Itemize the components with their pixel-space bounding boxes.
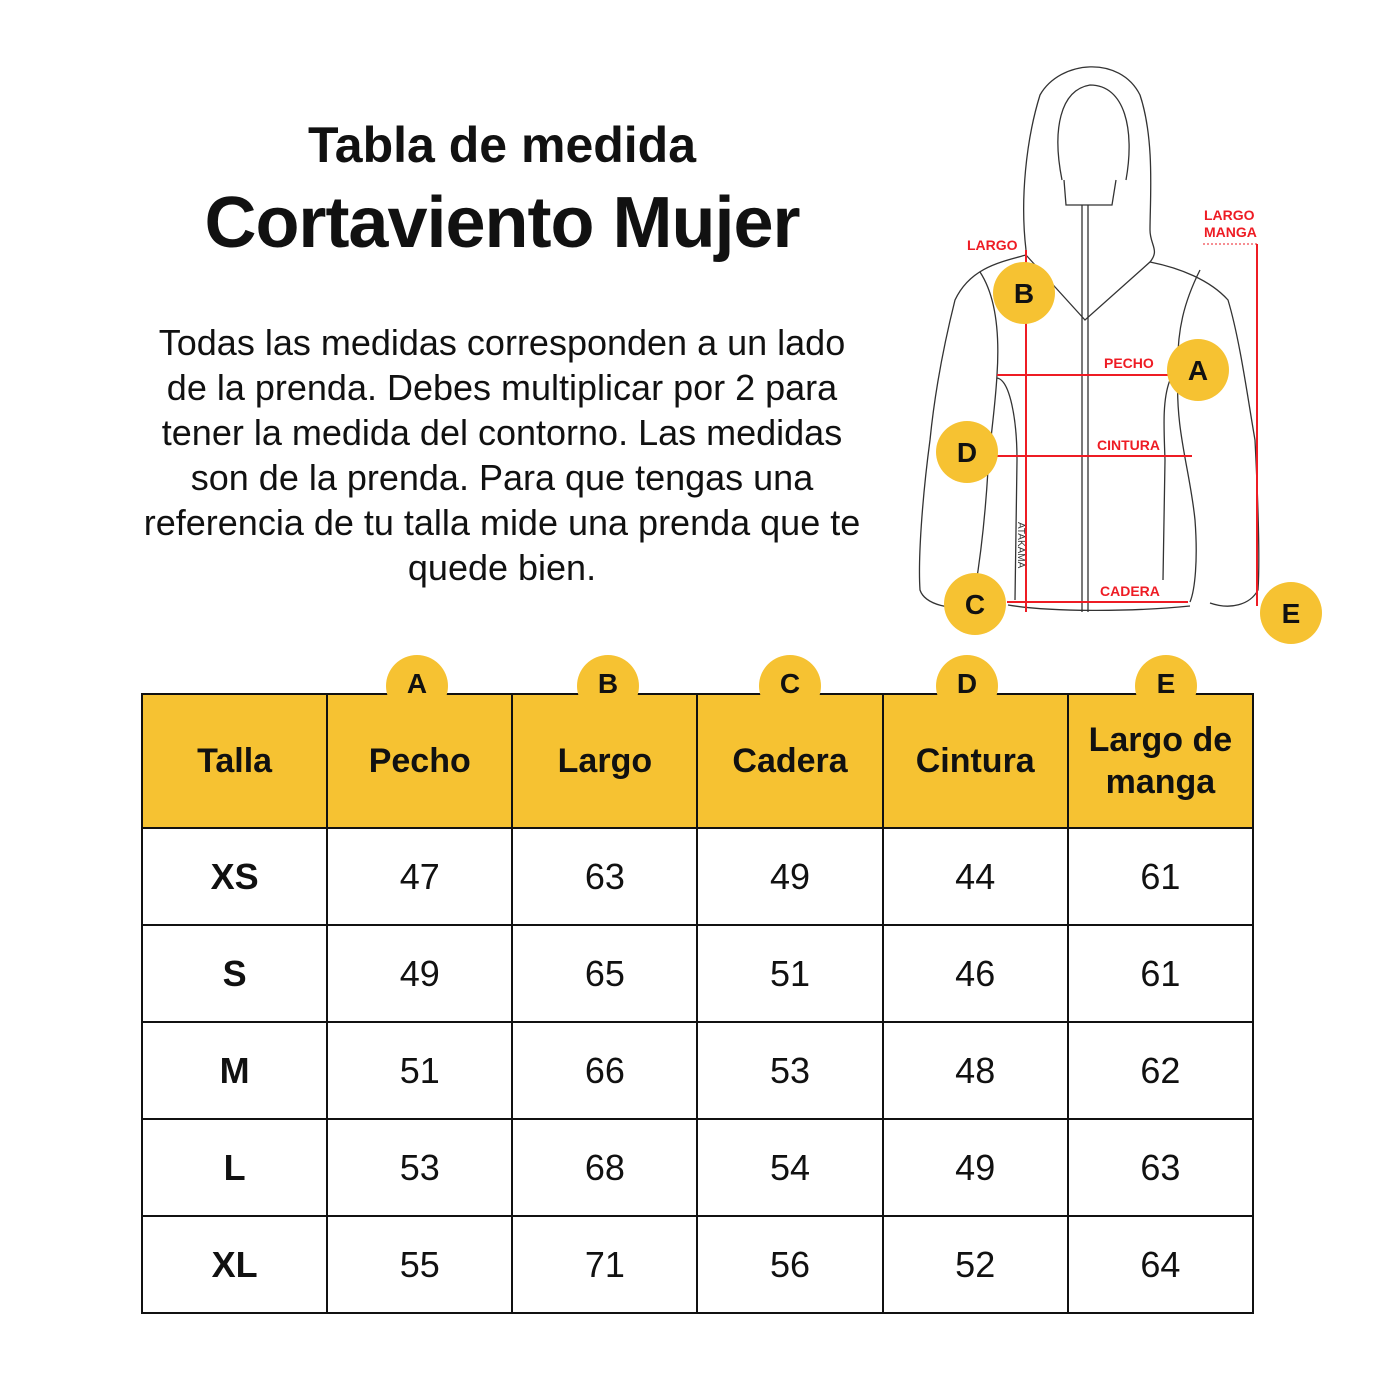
header-largo-manga: Largo de manga [1068,694,1253,828]
measure-cell: 63 [1068,1119,1253,1216]
brand-text: ATAKAMA [1015,522,1026,569]
measure-cell: 63 [512,828,697,925]
marker-b: B [1013,278,1035,309]
measure-cell: 47 [327,828,512,925]
measure-cell: 64 [1068,1216,1253,1313]
size-cell: S [142,925,327,1022]
largo-manga-label-2: MANGA [1204,224,1257,240]
marker-e: E [1281,598,1301,629]
measure-cell: 56 [697,1216,882,1313]
cintura-label: CINTURA [1097,437,1160,453]
header-cintura: Cintura [883,694,1068,828]
measure-cell: 61 [1068,925,1253,1022]
table-row [142,1119,1253,1216]
measure-cell: 49 [883,1119,1068,1216]
measure-cell: 44 [883,828,1068,925]
jacket-outline [919,67,1258,612]
description: Todas las medidas corresponden a un lado de la prenda. Debes multiplicar por 2 para tener la medida del contorno. Las medidas son de la prenda. Para que tengas una referencia de tu talla mide una prenda que te quede bien. [143,322,861,588]
header-pecho: Pecho [327,694,512,828]
measure-cell: 71 [512,1216,697,1313]
measure-cell: 61 [1068,828,1253,925]
pecho-label: PECHO [1104,355,1154,371]
marker-d: D [956,437,978,468]
measure-cell: 65 [512,925,697,1022]
header-marker-b: B [577,655,639,717]
marker-c: C [964,589,986,620]
header-marker-d: D [936,655,998,717]
cadera-label: CADERA [1100,583,1160,599]
page-title: Tabla de medida [307,117,697,173]
header-talla: Talla [142,694,327,828]
size-cell: XS [142,828,327,925]
measure-cell: 53 [327,1119,512,1216]
header-largo: Largo [512,694,697,828]
table-row [142,1022,1253,1119]
table-row [142,828,1253,925]
table-header-row [142,694,1253,828]
measure-cell: 68 [512,1119,697,1216]
measure-cell: 66 [512,1022,697,1119]
size-table [141,693,1254,1314]
header-cadera: Cadera [697,694,882,828]
measure-cell: 51 [327,1022,512,1119]
size-cell: L [142,1119,327,1216]
size-cell: XL [142,1216,327,1313]
table-row [142,1216,1253,1313]
header-marker-a: A [386,655,448,717]
header-marker-e: E [1135,655,1197,717]
measure-cell: 51 [697,925,882,1022]
table-row [142,925,1253,1022]
measure-cell: 49 [697,828,882,925]
largo-manga-label-1: LARGO [1204,207,1255,223]
measure-cell: 49 [327,925,512,1022]
measure-cell: 48 [883,1022,1068,1119]
marker-a: A [1187,355,1209,386]
measure-cell: 53 [697,1022,882,1119]
size-cell: M [142,1022,327,1119]
product-title: Cortaviento Mujer [204,183,800,263]
header-marker-c: C [759,655,821,717]
measure-cell: 52 [883,1216,1068,1313]
measure-cell: 46 [883,925,1068,1022]
largo-label: LARGO [967,237,1018,253]
measure-cell: 54 [697,1119,882,1216]
measure-cell: 55 [327,1216,512,1313]
measure-cell: 62 [1068,1022,1253,1119]
